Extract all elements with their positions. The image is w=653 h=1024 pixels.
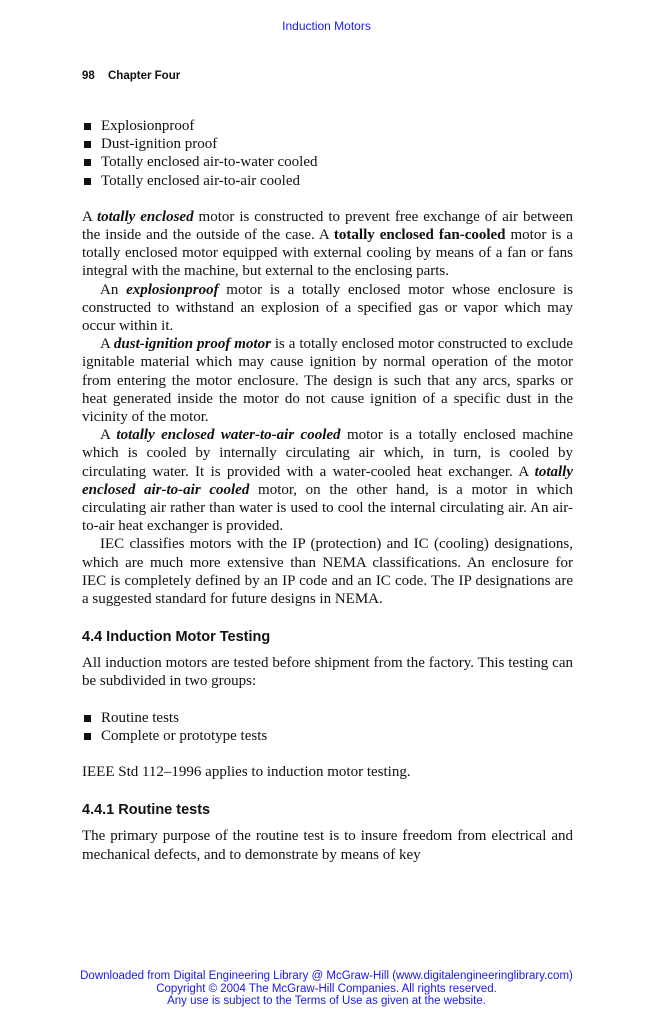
- paragraph-totally-enclosed: A totally enclosed motor is constructed to prevent free exchange of air between the inside and the outside of the case. A totally enclosed fan-cooled motor is a totally enclosed motor equipped with external cooling by means of a fan or fans integral with the machine, but external to the enclosing parts.: [82, 208, 573, 280]
- footer-copyright: Copyright © 2004 The McGraw-Hill Companies. All rights reserved.: [156, 982, 497, 995]
- enclosure-type-list: [82, 117, 573, 190]
- list-item: Dust-ignition proof: [82, 135, 573, 153]
- paragraph-testing-intro: All induction motors are tested before shipment from the factory. This testing can be subdivided in two groups:: [82, 655, 573, 690]
- footer-terms[interactable]: Any use is subject to the Terms of Use as given at the website.: [167, 995, 486, 1007]
- list-item: Totally enclosed air-to-water cooled: [82, 153, 573, 171]
- paragraph-water-to-air: A totally enclosed water-to-air cooled motor is a totally enclosed machine which is cooled by internally circulating air which, in turn, is cooled by circulating water. It is provided with a water-cooled heat exchanger. A totally enclosed air-to-air cooled motor, on the other hand, is a motor in which circulating air rather than water is used to cool the internal circulating air. An air-to-air heat exchanger is provided.: [82, 427, 573, 535]
- list-item: Complete or prototype tests: [82, 727, 573, 745]
- section-heading-4-4-1: 4.4.1 Routine tests: [82, 802, 211, 819]
- paragraph-dust-ignition: A dust-ignition proof motor is a totally enclosed motor constructed to exclude ignitable material which may cause ignition by normal operation of the motor from entering the motor enclosure. The design is such that any arcs, sparks or heat generated inside the motor do not cause ignition of a specific dust in the vicinity of the motor.: [82, 336, 573, 426]
- running-head: [82, 70, 180, 82]
- term-explosionproof: explosionproof: [126, 281, 219, 298]
- paragraph-explosionproof: An explosionproof motor is a totally enclosed motor whose enclosure is constructed to withstand an explosion of a specified gas or vapor which may occur within it.: [82, 281, 573, 335]
- term-dust-ignition-proof: dust-ignition proof motor: [113, 336, 271, 353]
- test-group-list: [82, 709, 573, 745]
- page-number: 98: [82, 70, 95, 82]
- chapter-title: Chapter Four: [108, 70, 181, 82]
- list-item: Totally enclosed air-to-air cooled: [82, 172, 573, 190]
- top-title-link[interactable]: Induction Motors: [282, 19, 371, 33]
- term-totally-enclosed: totally enclosed: [96, 208, 194, 225]
- page-body: [82, 117, 573, 864]
- paragraph-routine-tests: The primary purpose of the routine test is to insure freedom from electrical and mechanical defects, and to demonstrate by means of key: [82, 828, 573, 863]
- footer: [0, 970, 653, 1008]
- footer-download-link[interactable]: Downloaded from Digital Engineering Library @ McGraw-Hill (www.digitalengineeringlibrary.com): [80, 970, 573, 982]
- term-water-to-air: totally enclosed water-to-air cooled: [116, 427, 341, 444]
- list-item: Explosionproof: [82, 117, 573, 135]
- term-air-to-air: totally enclosed air-to-air cooled: [82, 463, 573, 498]
- paragraph-iec: IEC classifies motors with the IP (protection) and IC (cooling) designations, which are much more extensive than NEMA classifications. An enclosure for IEC is completely defined by an IP code and an IC code. The IP designations are a suggested standard for future designs in NEMA.: [82, 536, 573, 608]
- paragraph-ieee-std: IEEE Std 112–1996 applies to induction motor testing.: [82, 764, 411, 781]
- list-item: Routine tests: [82, 709, 573, 727]
- term-fan-cooled: totally enclosed fan-cooled: [333, 227, 506, 244]
- section-heading-4-4: 4.4 Induction Motor Testing: [82, 629, 271, 646]
